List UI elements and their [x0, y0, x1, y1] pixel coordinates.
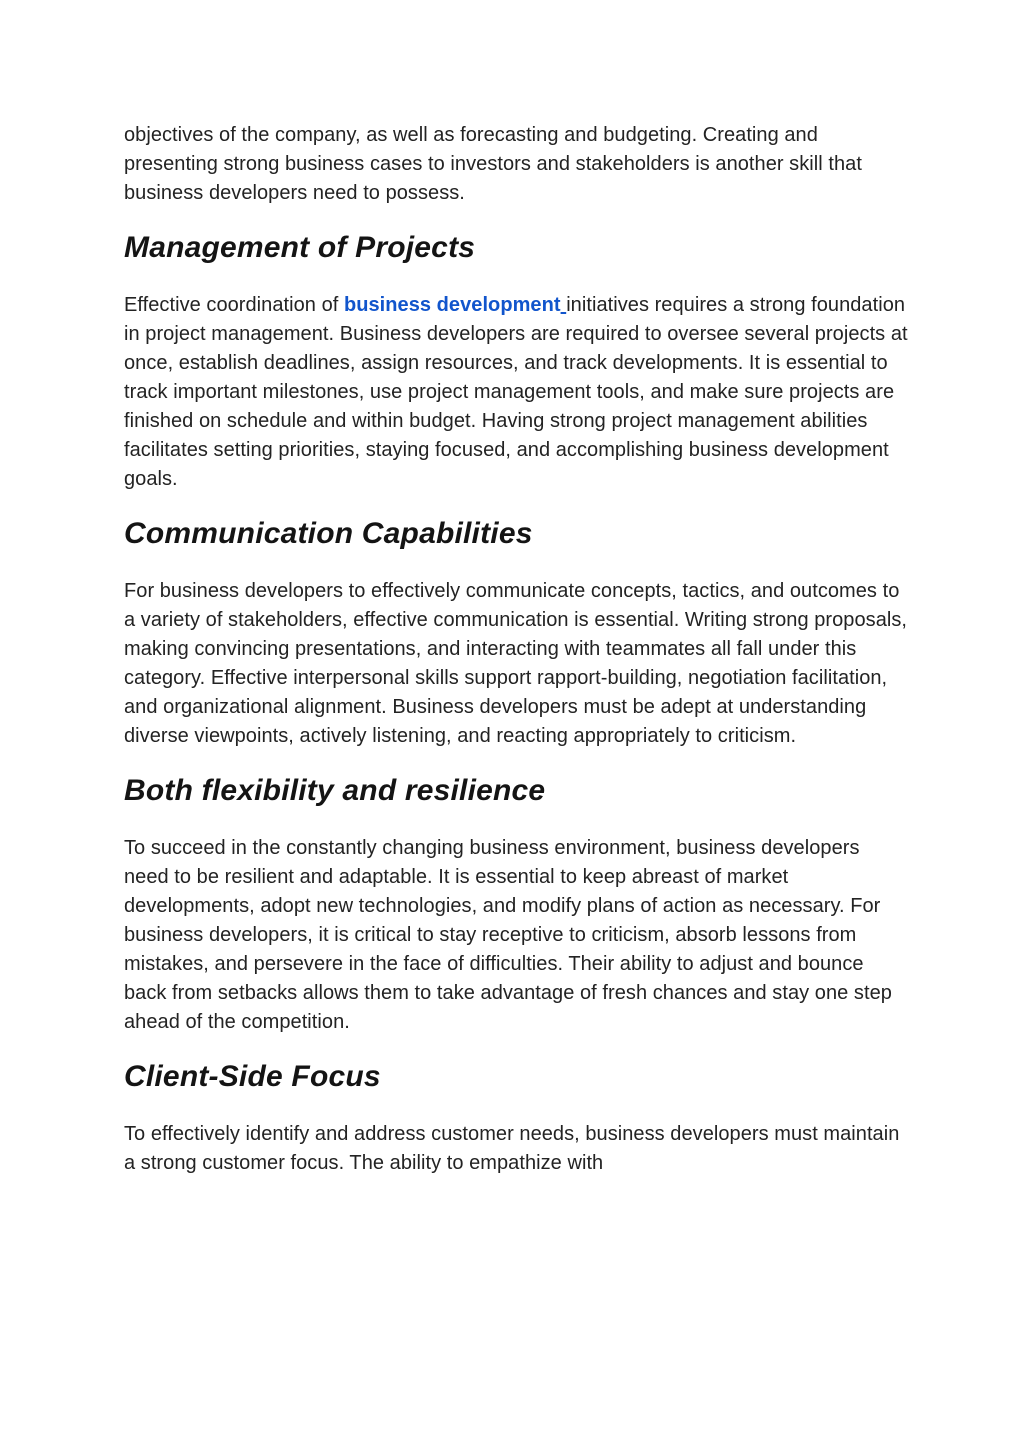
paragraph-management-of-projects [124, 291, 909, 494]
intro-paragraph: objectives of the company, as well as forecasting and budgeting. Creating and presenting strong business cases to investors and stakeholders is another skill that business developers need to possess. [124, 124, 862, 204]
paragraph-text-after-link: initiatives requires a strong foundation in project management. Business developers are required to oversee several projects at once, establish deadlines, assign resources, and track developments. It is essential to track important milestones, use project management tools, and make sure projects are finished on schedule and within budget. Having strong project management abilities facilitates setting priorities, staying focused, and accomplishing business development goals. [124, 294, 908, 490]
heading-management-of-projects: Management of Projects [124, 231, 476, 264]
heading-communication-capabilities: Communication Capabilities [124, 517, 533, 550]
paragraph-flexibility-and-resilience: To succeed in the constantly changing business environment, business developers need to be resilient and adaptable. It is essential to keep abreast of market developments, adopt new technologies, and modify plans of action as necessary. For business developers, it is critical to stay receptive to criticism, absorb lessons from mistakes, and persevere in the face of difficulties. Their ability to adjust and bounce back from setbacks allows them to take advantage of fresh chances and stay one step ahead of the competition. [124, 837, 892, 1033]
business-development-link[interactable]: business development [343, 294, 561, 316]
heading-client-side-focus: Client-Side Focus [124, 1060, 381, 1093]
document-page [124, 121, 909, 1178]
paragraph-client-side-focus: To effectively identify and address customer needs, business developers must maintain a strong customer focus. The ability to empathize with [124, 1123, 900, 1174]
paragraph-text-before-link: Effective coordination of [124, 294, 344, 316]
heading-flexibility-and-resilience: Both flexibility and resilience [124, 774, 546, 807]
paragraph-communication-capabilities: For business developers to effectively communicate concepts, tactics, and outcomes to a variety of stakeholders, effective communication is essential. Writing strong proposals, making convincing presentations, and interacting with teammates all fall under this category. Effective interpersonal skills support rapport-building, negotiation facilitation, and organizational alignment. Business developers must be adept at understanding diverse viewpoints, actively listening, and reacting appropriately to criticism. [124, 580, 908, 747]
